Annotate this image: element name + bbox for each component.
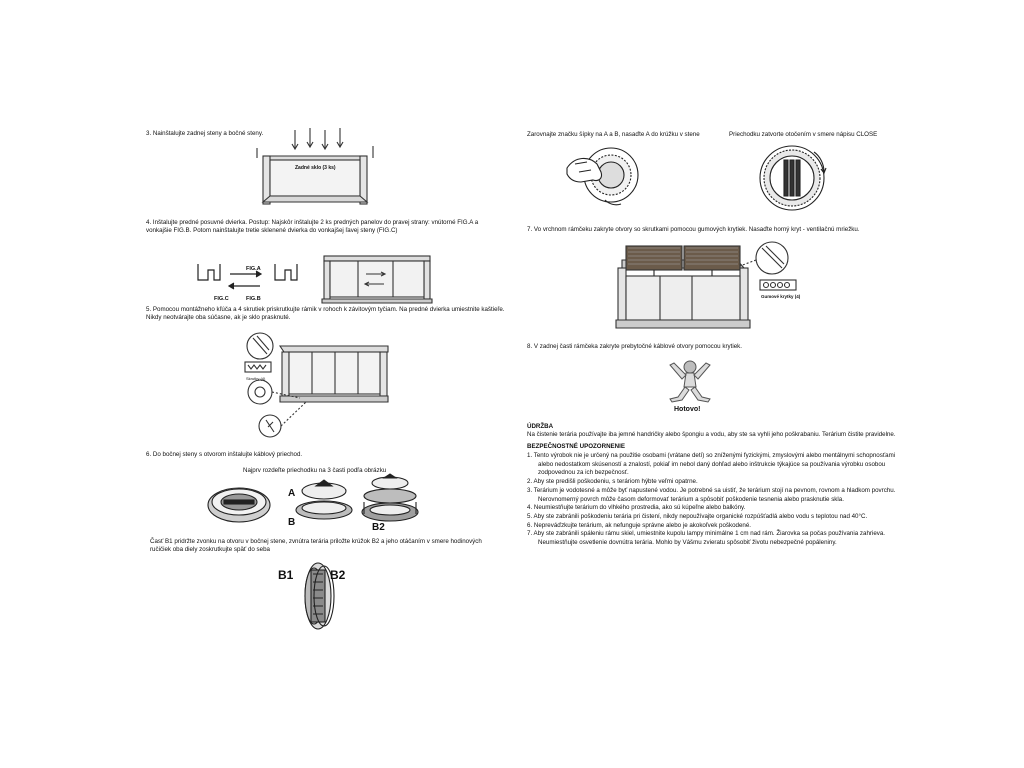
step-3-text: 3. Nainštalujte zadnej steny a bočné steny. (146, 130, 264, 137)
grommet-side-view-b1-b2-illustration (278, 562, 358, 634)
safety-item: 2. Aby ste predišli poškodeniu, s teráriom hýbte veľmi opatrne. (527, 478, 698, 486)
rubber-caps-label: Gumové krytky (4) (761, 294, 801, 299)
close-grommet-illustration (758, 142, 826, 212)
step-6-text: 6. Do bočnej steny s otvorom inštalujte káblový priechod. (146, 451, 303, 458)
step-5-text: 5. Pomocou montážneho kľúča a 4 skrutiek priskrutkujte rámik v rohoch k závitovým tyčiam. Na predné dvierka umiestnite kaštieľe. Nikdy neotvárajte oba súčasne, ak je sklo prasknuté. (146, 306, 505, 322)
step-4-text: 4. Inštalujte predné posuvné dvierka. Postup: Najskôr inštalujte 2 ks predných panelov do pravej strany: vnútorné FIG.A a vonkajšie FIG.B. Potom nainštalujte tretie sklenené dvierka do vonkajšej ľavej steny (FIG.C) (146, 219, 479, 235)
safety-item: 4. Neumiestňujte terárium do vlhkého prostredia, ako sú kúpeľne alebo balkóny. (527, 504, 746, 512)
maintenance-text: Na čistenie terária používajte iba jemné handričky alebo špongiu a vodu, aby ste sa vyhli jeho poškrabaniu. Terárium čistite pravidelne. (527, 431, 896, 438)
back-glass-label: Zadné sklo (3 ks) (295, 165, 336, 171)
done-jumping-figure-illustration (660, 357, 720, 405)
frame-screws-illustration (240, 330, 390, 445)
step-6-sub-text: Najprv rozdeľte priechodku na 3 časti podľa obrázku (243, 467, 387, 474)
fig-a-label: FIG.A (246, 266, 261, 272)
step-8-text: 8. V zadnej časti rámčeka zakryte prebytočné káblové otvory pomocou krytiek. (527, 343, 742, 350)
part-a-label: A (288, 488, 296, 499)
fig-c-label: FIG.C (214, 296, 229, 302)
align-caption: Zarovnajte značku šípky na A a B, nasaďte A do krúžku v stene (527, 131, 700, 138)
part-b2-side-label: B2 (330, 568, 346, 582)
back-side-walls-illustration (255, 128, 380, 208)
step-7-text: 7. Vo vrchnom rámčeku zakryte otvory so skrutkami pomocou gumových krytiek. Nasaďte horný kryt - ventilačnú mriežku. (527, 226, 860, 233)
close-caption: Priechodku zatvorte otočením v smere nápisu CLOSE (729, 131, 878, 138)
cable-grommet-closed-illustration (206, 483, 272, 525)
cable-grommet-exploded-b1-b2-illustration (360, 474, 426, 532)
maintenance-heading: ÚDRŽBA (527, 423, 554, 430)
screws-label: Skrutky (4) (246, 376, 266, 381)
terrarium-front-doors-illustration (318, 250, 438, 305)
part-b-label: B (288, 517, 296, 528)
safety-item: 1. Tento výrobok nie je určený na použitie osobami (vrátane detí) so zníženými fyzickými, zmyslovými alebo mentálnymi schopnosťami alebo nedostatkom skúseností a znalostí, pokiaľ im nebol daný dohľad alebo inštrukcie týkajúce sa používania výrobku osobou zodpovednou za ich bezpečnosť. (527, 452, 896, 477)
fig-b-label: FIG.B (246, 296, 261, 302)
align-grommet-hand-illustration (565, 142, 640, 210)
part-b1-label: B1 (278, 568, 294, 582)
step-6-detail-text: Časť B1 pridržte zvonku na otvoru v bočnej stene, zvnútra terária priložte krúžok B2 a jeho otáčaním v smere hodinových ručičiek oba diely zoskrutkujte späť do seba (150, 538, 482, 554)
fig-abc-sliding-doors-illustration (190, 258, 305, 303)
safety-item: 6. Nepreváďzkujte terárium, ak nefunguje správne alebo je akokoľvek poškodené. (527, 521, 752, 529)
top-cover-mesh-illustration (612, 236, 812, 341)
safety-list (527, 452, 907, 548)
safety-heading: BEZPEČNOSTNÉ UPOZORNENIE (527, 443, 625, 450)
part-b2-label: B2 (372, 522, 385, 533)
safety-item: 5. Aby ste zabránili poškodeniu terária pri čistení, nikdy nepoužívajte organické rozpúšťadlá alebo vodu s teplotou nad 40°C. (527, 512, 868, 520)
done-text: Hotovo! (674, 406, 701, 413)
safety-item: 3. Terárium je vodotesné a môže byť napustené vodou. Je potrebné sa uistiť, že terárium stojí na pevnom, rovnom a hladkom povrchu. Nerovnomerný povrch môže časom deformovať terárium a spôsobiť poškodenie tesnenia alebo prasknutie skla. (527, 486, 896, 503)
cable-grommet-parts-a-b-illustration (286, 478, 356, 528)
safety-item: 7. Aby ste zabránili spáleniu rámu skiel, umiestnite kupolu lampy minimálne 1 cm nad rám. Žiarovka sa počas používania zahrieva. Neumiestňujte osvetlenie dovnútra terária. Mohlo by Vášmu zvieratu spôsobiť životu nebezpečné popáleniny. (527, 530, 886, 547)
